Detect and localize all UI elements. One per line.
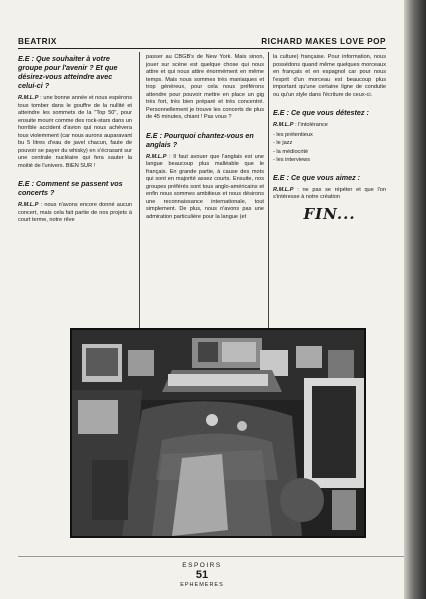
band-photo	[70, 328, 366, 538]
speaker-label: R.M.L.P	[18, 202, 39, 208]
speaker-label: R.M.L.P	[273, 122, 294, 128]
header-left: BEATRIX	[18, 37, 57, 46]
answer-text: : Il faut avouer que l'anglais est une langue beaucoup plus malléable que le français. En grande partie, à cause des mots qui sont en majorité assez courts. Ensuite, nos groupes préférés sont tous anglo-américains et enfin nous sommes ambitieux et nous désirons une reconnaissance internationale, tout simplement. De plus, nous n'avons pas une admiration particulière pour la langue (et	[146, 153, 264, 220]
column-1	[18, 54, 132, 329]
answer-text: : ne pas se répéter et que l'on s'intéresse à notre création	[273, 186, 386, 200]
answer-concerts-cont: passer au CBGB's de New York. Mais sinon, jouer sur scène est quelque chose qui nous attire et qui nous attire énormément en même temps. Mais nous sommes très maniaques et trop généreux, pour cela nous préférons attendre pour pouvoir mettre en place un gig très fort, très bien préparé et très concentré. Personnellement je trouve les concerts de plus de 45 minutes, chiant ! Pas vous ?	[146, 54, 264, 120]
page-number: 51	[195, 569, 209, 581]
list-item: - le jazz	[273, 140, 293, 146]
answer-text: : une bonne année et nous espérons tous tomber dans le gouffre de la nullité et atteindre les sommets de la "Top 50", pour ensuite mourir comme des rock-stars dans un horrible accident d'avion qui nous achèvera tous violemment (car nous aurons auparavant bu 5 litres d'eau de javel chacun, faute de pouvoir se payer du whisky) en s'écrasant sur une centrale nucléaire qui fera sauter la moitié de l'univers. BIEN SUR !	[18, 95, 132, 169]
question-dislikes: E.E : Ce que vous détestez :	[273, 108, 369, 117]
header-right: RICHARD MAKES LOVE POP	[261, 37, 386, 46]
footer-title-bottom: EPHEMERES	[180, 582, 224, 588]
speaker-label: R.M.L.P	[18, 95, 39, 101]
list-item: - les interviews	[273, 157, 310, 163]
binding-shadow	[404, 0, 426, 599]
page-footer	[0, 556, 404, 596]
list-item: - les prétentieux	[273, 131, 313, 138]
speaker-label: R.M.L.P	[273, 186, 294, 193]
answer-likes	[273, 187, 386, 202]
question-future: E.E : Que souhaiter à votre groupe pour l'avenir ? Et que désirez-vous atteindre avec celui-ci ?	[18, 54, 118, 90]
question-concerts: E.E : Comment se passent vos concerts ?	[18, 179, 123, 197]
speaker-label: R.M.L.P	[146, 153, 167, 160]
column-divider	[268, 52, 269, 328]
column-2	[146, 54, 264, 329]
room-scene-illustration	[72, 330, 364, 536]
question-likes: E.E : Ce que vous aimez :	[273, 172, 361, 182]
column-3	[273, 54, 386, 329]
answer-future	[18, 95, 132, 170]
answer-english	[146, 154, 264, 222]
question-english: E.E : Pourquoi chantez-vous en anglais ?	[146, 130, 254, 149]
list-item: - la médiocrité	[273, 148, 309, 155]
answer-text: : l'intolérance	[293, 122, 328, 128]
end-mark: FIN...	[303, 204, 356, 223]
footer-rule	[18, 556, 404, 557]
column-divider	[139, 52, 140, 328]
answer-text: : nous n'avons encore donné aucun concert, mais cela fait partie de nos projets à court terme, notre rêve	[18, 202, 132, 223]
dislikes-list	[273, 132, 386, 165]
running-header	[18, 34, 386, 49]
footer-title-top: ESPOIRS	[182, 562, 222, 569]
answer-dislikes	[273, 122, 386, 130]
answer-concerts	[18, 202, 132, 225]
answer-english-cont: la culture) française. Pour information, nous possédons quand même quelques morceaux en français et en espagnol car pour nous l'esprit d'un morceau est beaucoup plus important qu'une certaine ligne de conduite ou qu'un style dans l'écriture de ceux-ci.	[273, 54, 386, 98]
